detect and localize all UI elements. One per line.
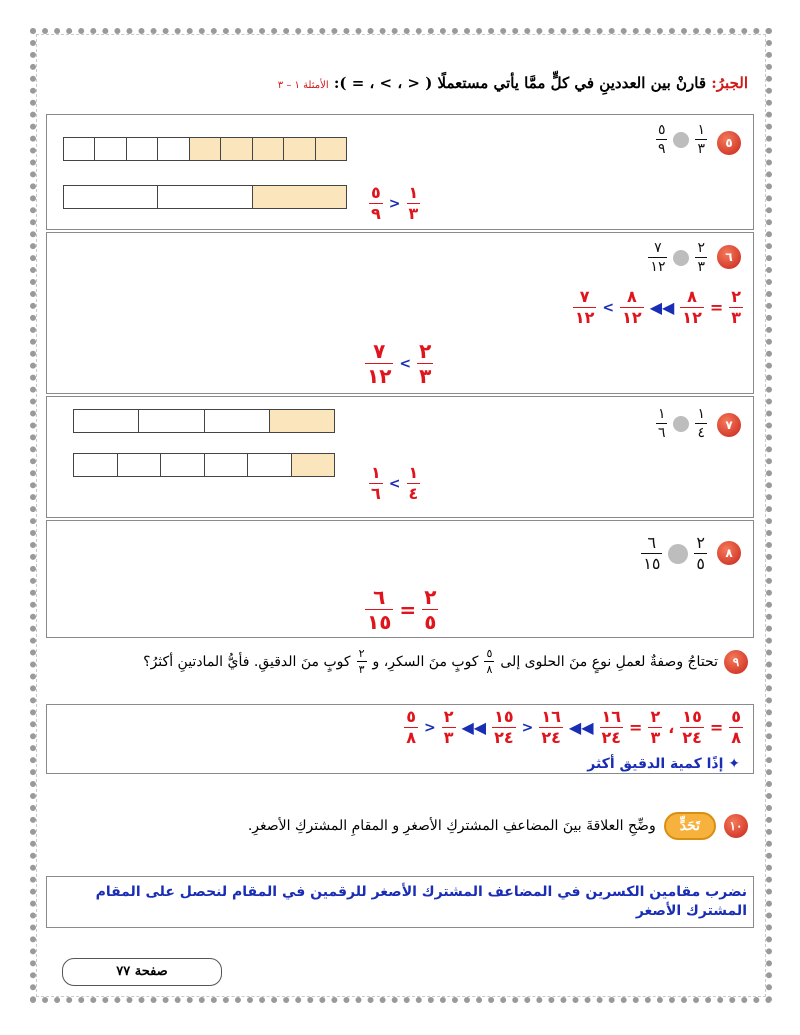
fraction-bar-cell [139,410,204,432]
fraction-bar-cell [292,454,335,476]
question-6-answer: $\frac{٧}{١٢}$ < $\frac{٢}{٣}$ [367,339,432,388]
comparison-blank[interactable] [668,544,688,564]
fraction-bar-cell [205,410,270,432]
question-7-expression: $\frac{١}{٦}$ $\frac{١}{٤}$ [657,406,705,441]
fraction-bar-cell [64,186,158,208]
question-8-expression: $\frac{٦}{١٥}$ $\frac{٢}{٥}$ [643,533,705,573]
double-arrow-icon: ◀◀ [568,718,594,737]
fraction-bar-cell [270,410,334,432]
double-arrow-icon: ◀◀ [649,298,675,317]
fraction-bar-quarters [73,409,335,433]
question-5-panel [46,114,754,230]
question-number-badge: ٧ [717,413,741,437]
fraction-bar-cell [127,138,158,160]
fraction-bar-sixths [73,453,335,477]
question-8-panel [46,520,754,638]
fraction-bar-ninths [63,137,347,161]
question-number-badge: ٥ [717,131,741,155]
question-number-badge: ٦ [717,245,741,269]
fraction-bar-cell [316,138,346,160]
question-number-badge: ٨ [717,541,741,565]
fraction-bar-cell [248,454,292,476]
question-9: ٩ تحتاجُ وصفةٌ لعملِ نوعٍ منَ الحلوى إلى $\frac{٥}{٨}$ كوبٍ منَ السكرِ، و $\frac{٢}{٣}$ كوبٍ منَ الدقيقِ. فأيُّ المادتينِ أكثرُ؟ [48,648,748,675]
fraction-bar-thirds [63,185,347,209]
fraction-bar-cell [284,138,315,160]
page-number: صفحة ٧٧ [62,958,222,986]
comparison-blank[interactable] [673,250,689,266]
fraction-bar-cell [221,138,252,160]
question-10-answer-panel [46,876,754,928]
fraction-bar-cell [205,454,249,476]
question-8-answer: $\frac{٦}{١٥}$ = $\frac{٢}{٥}$ [367,585,437,634]
fraction-bar-cell [74,410,139,432]
question-5-expression [656,123,707,156]
fraction-bar-cell [253,138,284,160]
question-6-panel [46,232,754,394]
comparison-blank[interactable] [673,132,689,148]
fraction-bar-cell [118,454,162,476]
question-number-badge: ١٠ [724,814,748,838]
question-6-expression: $\frac{٧}{١٢}$ $\frac{٢}{٣}$ [650,240,705,275]
fraction-right: $\frac{١}{٣}$ [697,122,705,157]
fraction-bar-cell [74,454,118,476]
challenge-label: تَحَدٍّ [664,812,716,840]
fraction-bar-cell [161,454,205,476]
question-10: ١٠ تَحَدٍّ وضِّحِ العلاقةَ بينَ المضاعفِ المشتركِ الأصغرِ و المقامِ المشتركِ الأصغرِ. [48,812,748,840]
fraction-bar-cell [158,138,189,160]
question-7-answer: $\frac{١}{٦}$ < $\frac{١}{٤}$ [371,463,419,503]
question-7-panel [46,396,754,518]
fraction-bar-cell [190,138,221,160]
comparison-blank[interactable] [673,416,689,432]
header-reference: الأمثلة ١ – ٣ [277,80,329,91]
fraction-bar-cell [158,186,252,208]
fraction-bar-cell [253,186,346,208]
header-keyword: الجبرُ: [711,74,748,92]
question-5-answer: $\frac{٥}{٩}$ > $\frac{١}{٣}$ [371,183,419,223]
question-6-working: $\frac{٧}{١٢}$ < $\frac{٨}{١٢}$ ◀◀ $\frac{٨}{١٢}$ = $\frac{٢}{٣}$ [574,287,741,327]
fraction-bar-cell [64,138,95,160]
fraction-left: $\frac{٥}{٩}$ [657,122,666,157]
question-number-badge: ٩ [724,650,748,674]
question-10-answer: نضرب مقامين الكسرين في المضاعف المشترك الأصغر للرقمين في المقام لنحصل على المقام المشترك الأصغر [95,884,747,919]
double-arrow-icon: ◀◀ [461,718,487,737]
fraction-bar-cell [95,138,126,160]
exercise-header [48,74,748,92]
question-9-working: $\frac{٥}{٨}$ > $\frac{٢}{٣}$ ◀◀ $\frac{١٥}{٢٤}$ > $\frac{١٦}{٢٤}$ ◀◀ $\frac{١٦}{٢٤}$ = $\frac{٢}{٣}$ ، $\frac{١٥}{٢٤}$ = $\frac{٥}{٨}$ [406,707,741,747]
question-9-conclusion: ✦ إذًا كمية الدقيق أكثر [587,756,740,772]
header-instruction: قارنْ بين العددينِ في كلٍّ ممَّا يأتي مستعملًا ( < ، > ، = ): [333,74,706,92]
